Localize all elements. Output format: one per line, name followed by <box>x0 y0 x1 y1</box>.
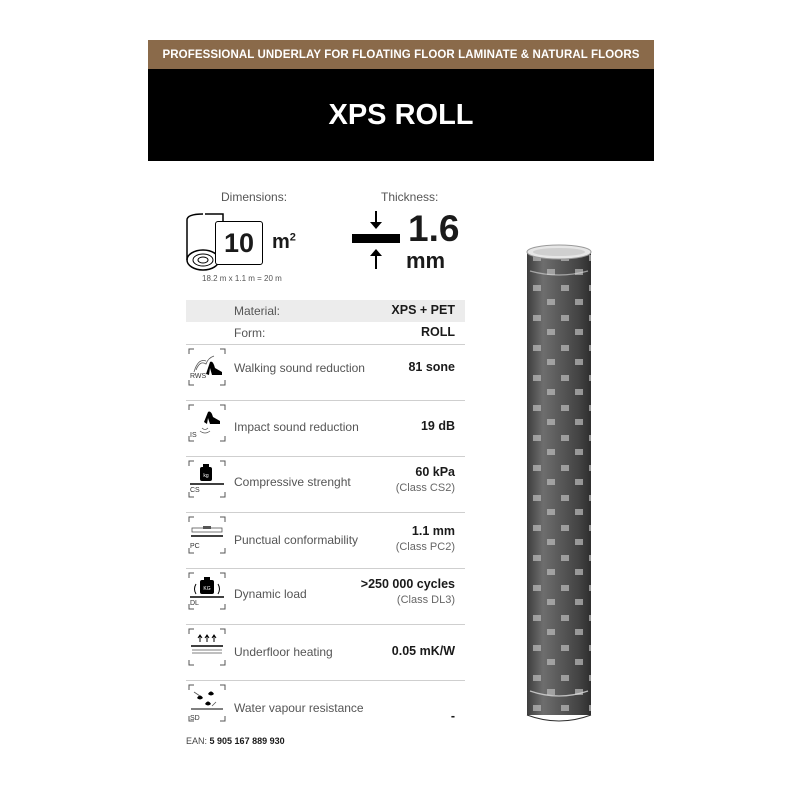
thickness-icon <box>352 211 400 271</box>
thickness-unit: mm <box>406 248 446 273</box>
spec-code: RWS <box>190 373 207 380</box>
spec-label: Walking sound reduction <box>234 361 365 375</box>
spec-note: (Class CS2) <box>395 482 455 494</box>
spec-value: - <box>450 709 455 723</box>
spec-row-compressive-strength <box>186 456 465 512</box>
spec-row-impact-sound <box>186 400 465 456</box>
header-subtitle: PROFESSIONAL UNDERLAY FOR FLOATING FLOOR LAMINATE & NATURAL FLOORS <box>148 40 654 69</box>
underfloor-heating-icon <box>188 628 226 666</box>
spec-row-punctual-conformability <box>186 512 465 568</box>
dimensions-label: Dimensions: <box>221 190 288 204</box>
spec-note: (Class DL3) <box>396 594 455 606</box>
dimensions-value: 10 <box>215 221 263 265</box>
spec-code: IS <box>190 432 197 439</box>
spec-code: DL <box>190 600 199 607</box>
spec-label: Form: <box>234 326 266 340</box>
spec-label: Punctual conformability <box>234 533 359 547</box>
spec-label: Underfloor heating <box>234 645 333 659</box>
spec-row-water-vapour <box>186 680 465 736</box>
spec-value: >250 000 cycles <box>360 577 455 591</box>
spec-row-material <box>186 300 465 322</box>
spec-label: Impact sound reduction <box>234 420 359 434</box>
svg-text:kg: kg <box>203 473 209 479</box>
spec-label: Dynamic load <box>234 587 307 601</box>
spec-code: SD <box>190 715 200 722</box>
spec-row-underfloor-heating <box>186 624 465 680</box>
spec-note: (Class PC2) <box>395 541 455 553</box>
spec-value: 81 sone <box>408 360 455 374</box>
spec-label: Material: <box>234 304 281 318</box>
spec-label: Water vapour resistance <box>234 701 364 715</box>
spec-value: 1.1 mm <box>411 524 455 538</box>
spec-row-walking-sound <box>186 344 465 400</box>
dimensions-formula: 18.2 m x 1.1 m = 20 m <box>202 274 282 283</box>
spec-label: Compressive strenght <box>234 475 351 489</box>
spec-code: CS <box>190 487 200 494</box>
spec-table <box>186 300 465 736</box>
ean-code: EAN: 5 905 167 889 930 <box>186 736 285 746</box>
xps-roll-product-image <box>525 243 593 723</box>
high-heel-sound-waves-icon <box>188 348 226 386</box>
spec-row-dynamic-load <box>186 568 465 624</box>
spec-value: 19 dB <box>420 419 455 433</box>
spec-row-form <box>186 322 465 344</box>
spec-value: 0.05 mK/W <box>391 644 455 658</box>
spec-value: XPS + PET <box>391 303 455 317</box>
thickness-value: 1.6 <box>408 208 460 249</box>
dimensions-unit: $m^2$ <box>272 231 296 253</box>
spec-code: PC <box>190 543 200 550</box>
spec-value: 60 kPa <box>415 465 455 479</box>
svg-text:KG: KG <box>203 586 211 592</box>
page-title: XPS ROLL <box>148 69 654 161</box>
thickness-label: Thickness: <box>381 190 439 204</box>
spec-value: ROLL <box>420 325 455 339</box>
